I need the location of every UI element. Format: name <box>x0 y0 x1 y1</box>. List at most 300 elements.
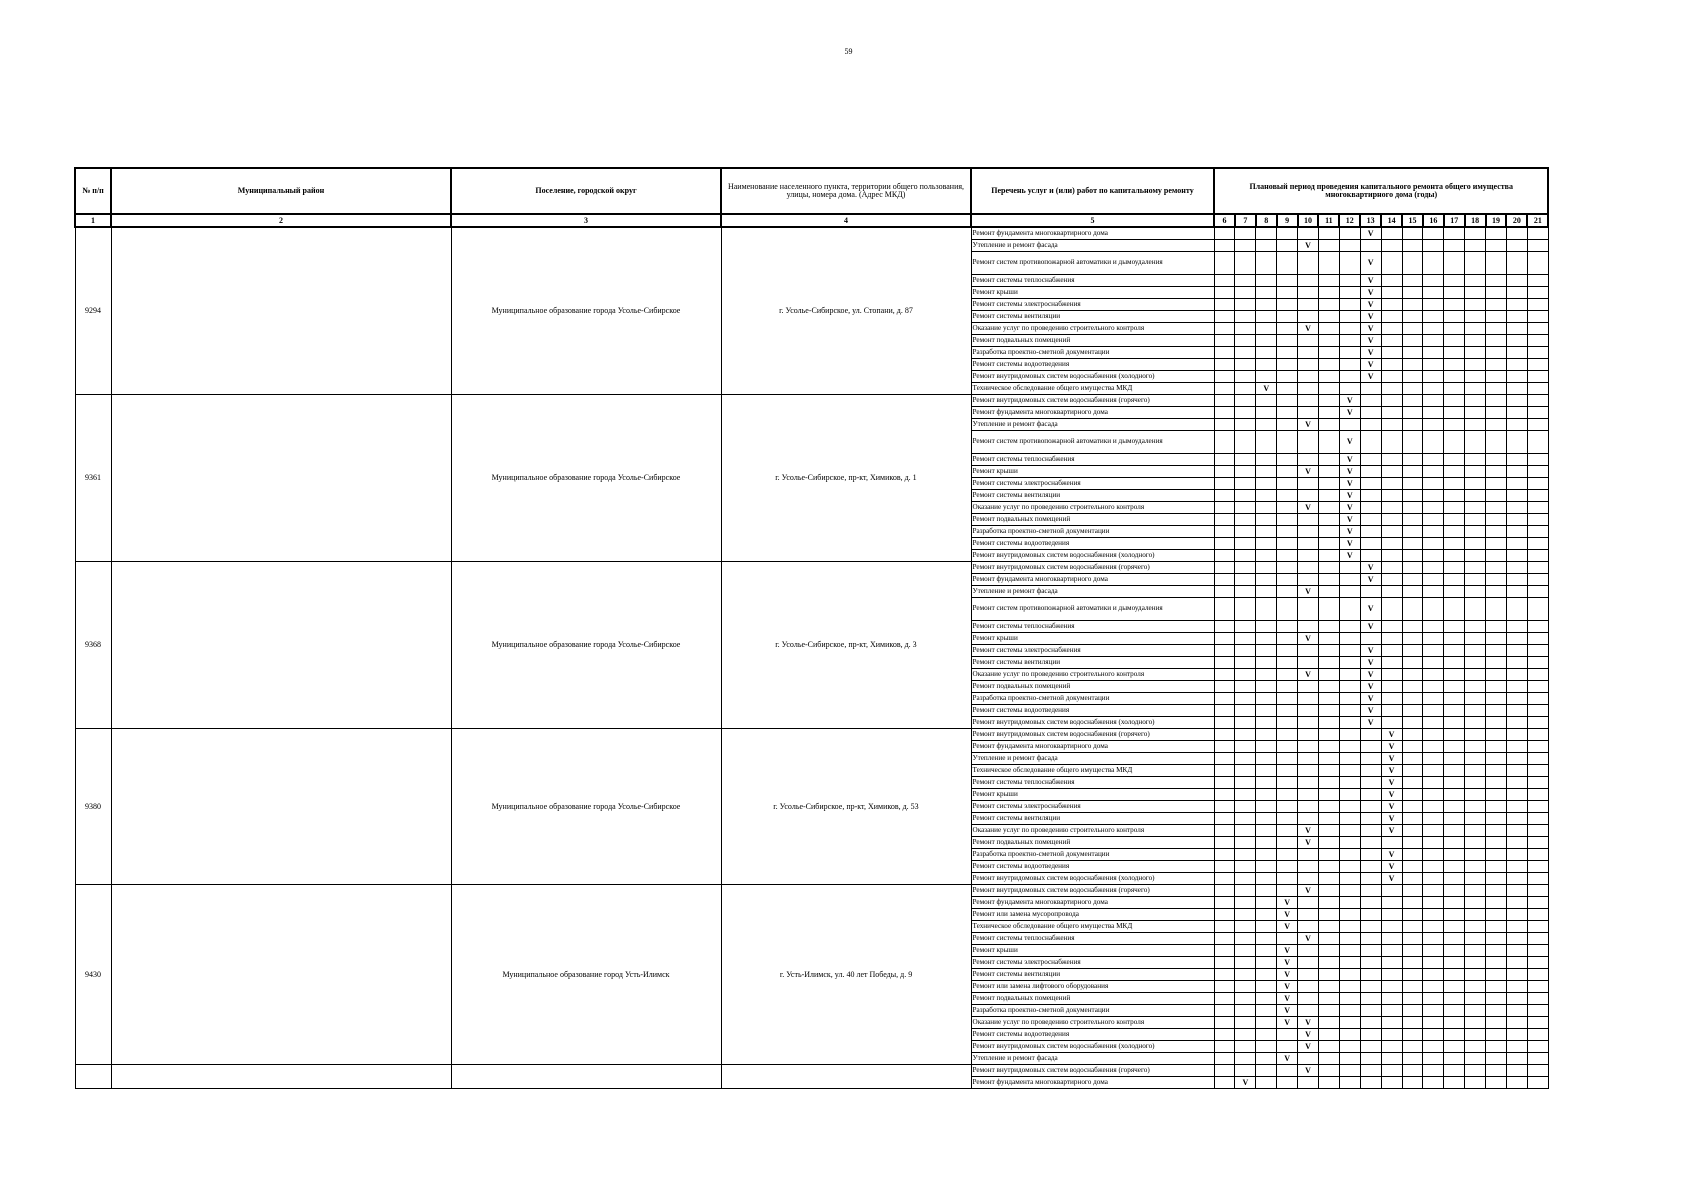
year-cell-19 <box>1486 933 1507 945</box>
year-cell-7 <box>1235 478 1256 490</box>
year-cell-7 <box>1235 885 1256 897</box>
work-item: Ремонт фундамента многоквартирного дома <box>971 227 1214 240</box>
year-cell-10: V <box>1298 669 1319 681</box>
work-item: Разработка проектно-сметной документации <box>971 526 1214 538</box>
year-cell-6 <box>1214 371 1235 383</box>
year-cell-10 <box>1298 813 1319 825</box>
year-cell-18 <box>1465 275 1486 287</box>
year-cell-7 <box>1235 586 1256 598</box>
year-cell-12 <box>1339 645 1360 657</box>
year-cell-21 <box>1527 897 1548 909</box>
year-cell-13 <box>1360 1053 1381 1065</box>
year-cell-17 <box>1444 681 1465 693</box>
year-cell-11 <box>1318 311 1339 323</box>
year-cell-21 <box>1527 633 1548 645</box>
year-cell-14 <box>1381 969 1402 981</box>
year-cell-6 <box>1214 981 1235 993</box>
year-cell-10 <box>1298 993 1319 1005</box>
work-item: Ремонт крыши <box>971 633 1214 645</box>
year-cell-13: V <box>1360 299 1381 311</box>
year-cell-18 <box>1465 323 1486 335</box>
year-cell-19 <box>1486 1029 1507 1041</box>
year-cell-21 <box>1527 717 1548 729</box>
year-cell-13: V <box>1360 275 1381 287</box>
year-cell-15 <box>1402 227 1423 240</box>
year-cell-8 <box>1256 837 1277 849</box>
year-cell-17 <box>1444 514 1465 526</box>
year-cell-7 <box>1235 275 1256 287</box>
year-cell-10 <box>1298 753 1319 765</box>
year-cell-7 <box>1235 598 1256 621</box>
year-cell-17 <box>1444 813 1465 825</box>
work-item: Разработка проектно-сметной документации <box>971 849 1214 861</box>
year-cell-13 <box>1360 419 1381 431</box>
year-cell-14 <box>1381 657 1402 669</box>
year-cell-11 <box>1318 1017 1339 1029</box>
year-cell-12 <box>1339 335 1360 347</box>
year-cell-7 <box>1235 407 1256 419</box>
year-cell-20 <box>1506 777 1527 789</box>
year-cell-18 <box>1465 657 1486 669</box>
year-cell-20 <box>1506 801 1527 813</box>
year-cell-9 <box>1277 514 1298 526</box>
year-cell-10 <box>1298 335 1319 347</box>
year-cell-17 <box>1444 633 1465 645</box>
year-cell-16 <box>1423 885 1444 897</box>
year-cell-12: V <box>1339 454 1360 466</box>
column-number: 6 <box>1214 214 1235 227</box>
year-cell-17 <box>1444 657 1465 669</box>
work-item: Оказание услуг по проведению строительного контроля <box>971 669 1214 681</box>
year-cell-16 <box>1423 466 1444 478</box>
year-cell-12 <box>1339 371 1360 383</box>
year-cell-6 <box>1214 311 1235 323</box>
year-cell-13: V <box>1360 621 1381 633</box>
year-cell-7 <box>1235 395 1256 407</box>
year-cell-16 <box>1423 777 1444 789</box>
year-cell-8 <box>1256 681 1277 693</box>
year-cell-7 <box>1235 897 1256 909</box>
year-cell-11 <box>1318 1053 1339 1065</box>
year-cell-18 <box>1465 359 1486 371</box>
district-cell <box>111 395 451 562</box>
year-cell-18 <box>1465 1065 1486 1077</box>
year-cell-12 <box>1339 861 1360 873</box>
year-cell-6 <box>1214 657 1235 669</box>
year-cell-10 <box>1298 981 1319 993</box>
year-cell-15 <box>1402 885 1423 897</box>
year-cell-12 <box>1339 299 1360 311</box>
year-cell-21 <box>1527 957 1548 969</box>
table-row <box>75 1065 1548 1077</box>
year-cell-20 <box>1506 909 1527 921</box>
year-cell-18 <box>1465 909 1486 921</box>
year-cell-11 <box>1318 873 1339 885</box>
year-cell-18 <box>1465 526 1486 538</box>
year-cell-14: V <box>1381 777 1402 789</box>
year-cell-14 <box>1381 933 1402 945</box>
year-cell-7 <box>1235 705 1256 717</box>
year-cell-13 <box>1360 885 1381 897</box>
year-cell-13: V <box>1360 227 1381 240</box>
year-cell-14 <box>1381 514 1402 526</box>
year-cell-7 <box>1235 741 1256 753</box>
year-cell-13 <box>1360 837 1381 849</box>
work-item: Ремонт системы теплоснабжения <box>971 933 1214 945</box>
year-cell-21 <box>1527 1053 1548 1065</box>
year-cell-14: V <box>1381 825 1402 837</box>
year-cell-14 <box>1381 717 1402 729</box>
year-cell-12 <box>1339 765 1360 777</box>
year-cell-8 <box>1256 861 1277 873</box>
work-item: Утепление и ремонт фасада <box>971 753 1214 765</box>
year-cell-19 <box>1486 562 1507 574</box>
year-cell-19 <box>1486 861 1507 873</box>
year-cell-14 <box>1381 921 1402 933</box>
year-cell-19 <box>1486 431 1507 454</box>
year-cell-13: V <box>1360 371 1381 383</box>
year-cell-18 <box>1465 645 1486 657</box>
year-cell-6 <box>1214 490 1235 502</box>
work-item: Ремонт системы теплоснабжения <box>971 777 1214 789</box>
work-item: Утепление и ремонт фасада <box>971 419 1214 431</box>
year-cell-7 <box>1235 1017 1256 1029</box>
year-cell-11 <box>1318 681 1339 693</box>
column-number: 16 <box>1423 214 1444 227</box>
year-cell-15 <box>1402 897 1423 909</box>
year-cell-14 <box>1381 586 1402 598</box>
year-cell-8 <box>1256 1005 1277 1017</box>
year-cell-20 <box>1506 454 1527 466</box>
year-cell-14: V <box>1381 849 1402 861</box>
year-cell-10: V <box>1298 1029 1319 1041</box>
header-settlement: Поселение, городской округ <box>451 168 721 214</box>
year-cell-10 <box>1298 645 1319 657</box>
year-cell-21 <box>1527 873 1548 885</box>
year-cell-21 <box>1527 741 1548 753</box>
year-cell-19 <box>1486 1017 1507 1029</box>
year-cell-15 <box>1402 801 1423 813</box>
row-number: 9380 <box>75 729 111 885</box>
year-cell-16 <box>1423 873 1444 885</box>
year-cell-15 <box>1402 359 1423 371</box>
year-cell-6 <box>1214 801 1235 813</box>
year-cell-11 <box>1318 299 1339 311</box>
year-cell-7 <box>1235 993 1256 1005</box>
year-cell-9 <box>1277 586 1298 598</box>
year-cell-14 <box>1381 538 1402 550</box>
year-cell-17 <box>1444 598 1465 621</box>
year-cell-13 <box>1360 825 1381 837</box>
year-cell-6 <box>1214 478 1235 490</box>
year-cell-13 <box>1360 407 1381 419</box>
work-item: Ремонт внутридомовых систем водоснабжения (горячего) <box>971 1065 1214 1077</box>
year-cell-7 <box>1235 227 1256 240</box>
year-cell-18 <box>1465 681 1486 693</box>
year-cell-17 <box>1444 502 1465 514</box>
year-cell-10 <box>1298 287 1319 299</box>
table-row <box>75 729 1548 741</box>
year-cell-10 <box>1298 957 1319 969</box>
year-cell-16 <box>1423 586 1444 598</box>
year-cell-16 <box>1423 681 1444 693</box>
year-cell-16 <box>1423 323 1444 335</box>
year-cell-20 <box>1506 957 1527 969</box>
year-cell-21 <box>1527 502 1548 514</box>
year-cell-8 <box>1256 801 1277 813</box>
year-cell-18 <box>1465 693 1486 705</box>
year-cell-13: V <box>1360 717 1381 729</box>
year-cell-13: V <box>1360 311 1381 323</box>
column-number: 4 <box>721 214 971 227</box>
year-cell-15 <box>1402 753 1423 765</box>
year-cell-12 <box>1339 323 1360 335</box>
year-cell-17 <box>1444 562 1465 574</box>
year-cell-17 <box>1444 454 1465 466</box>
work-item: Ремонт системы электроснабжения <box>971 801 1214 813</box>
work-item: Ремонт внутридомовых систем водоснабжения (холодного) <box>971 550 1214 562</box>
year-cell-9: V <box>1277 909 1298 921</box>
year-cell-16 <box>1423 933 1444 945</box>
year-cell-16 <box>1423 813 1444 825</box>
year-cell-8 <box>1256 849 1277 861</box>
year-cell-20 <box>1506 514 1527 526</box>
year-cell-10 <box>1298 717 1319 729</box>
year-cell-12: V <box>1339 466 1360 478</box>
year-cell-7 <box>1235 921 1256 933</box>
year-cell-17 <box>1444 1053 1465 1065</box>
year-cell-16 <box>1423 645 1444 657</box>
year-cell-18 <box>1465 705 1486 717</box>
year-cell-11 <box>1318 287 1339 299</box>
year-cell-10 <box>1298 909 1319 921</box>
year-cell-9 <box>1277 1065 1298 1077</box>
year-cell-14 <box>1381 1053 1402 1065</box>
year-cell-19 <box>1486 335 1507 347</box>
year-cell-13: V <box>1360 359 1381 371</box>
year-cell-20 <box>1506 359 1527 371</box>
year-cell-13 <box>1360 933 1381 945</box>
year-cell-10 <box>1298 789 1319 801</box>
year-cell-8 <box>1256 981 1277 993</box>
year-cell-14 <box>1381 681 1402 693</box>
year-cell-10 <box>1298 693 1319 705</box>
year-cell-15 <box>1402 275 1423 287</box>
year-cell-15 <box>1402 431 1423 454</box>
year-cell-12 <box>1339 753 1360 765</box>
year-cell-7 <box>1235 490 1256 502</box>
year-cell-16 <box>1423 825 1444 837</box>
year-cell-8 <box>1256 729 1277 741</box>
year-cell-14 <box>1381 323 1402 335</box>
year-cell-17 <box>1444 478 1465 490</box>
column-number: 21 <box>1527 214 1548 227</box>
year-cell-18 <box>1465 514 1486 526</box>
year-cell-9 <box>1277 419 1298 431</box>
year-cell-18 <box>1465 1017 1486 1029</box>
work-item: Ремонт внутридомовых систем водоснабжения (холодного) <box>971 873 1214 885</box>
year-cell-9 <box>1277 861 1298 873</box>
year-cell-17 <box>1444 299 1465 311</box>
year-cell-8 <box>1256 717 1277 729</box>
year-cell-20 <box>1506 621 1527 633</box>
year-cell-10 <box>1298 765 1319 777</box>
year-cell-12 <box>1339 657 1360 669</box>
year-cell-15 <box>1402 945 1423 957</box>
year-cell-12 <box>1339 669 1360 681</box>
year-cell-16 <box>1423 981 1444 993</box>
year-cell-20 <box>1506 813 1527 825</box>
year-cell-10 <box>1298 311 1319 323</box>
year-cell-12 <box>1339 1005 1360 1017</box>
year-cell-6 <box>1214 323 1235 335</box>
year-cell-16 <box>1423 478 1444 490</box>
year-cell-10 <box>1298 454 1319 466</box>
year-cell-11 <box>1318 885 1339 897</box>
year-cell-8 <box>1256 825 1277 837</box>
work-item: Ремонт системы водоотведения <box>971 861 1214 873</box>
year-cell-8 <box>1256 1065 1277 1077</box>
year-cell-6 <box>1214 431 1235 454</box>
year-cell-9 <box>1277 395 1298 407</box>
year-cell-11 <box>1318 574 1339 586</box>
year-cell-21 <box>1527 275 1548 287</box>
year-cell-8 <box>1256 957 1277 969</box>
year-cell-15 <box>1402 705 1423 717</box>
year-cell-13 <box>1360 813 1381 825</box>
year-cell-7 <box>1235 909 1256 921</box>
work-item: Ремонт системы электроснабжения <box>971 645 1214 657</box>
year-cell-9 <box>1277 299 1298 311</box>
column-number: 11 <box>1318 214 1339 227</box>
year-cell-12 <box>1339 921 1360 933</box>
year-cell-16 <box>1423 395 1444 407</box>
year-cell-14 <box>1381 981 1402 993</box>
year-cell-17 <box>1444 395 1465 407</box>
year-cell-14 <box>1381 395 1402 407</box>
year-cell-15 <box>1402 252 1423 275</box>
work-item: Ремонт фундамента многоквартирного дома <box>971 897 1214 909</box>
year-cell-6 <box>1214 897 1235 909</box>
year-cell-6 <box>1214 502 1235 514</box>
year-cell-14 <box>1381 1017 1402 1029</box>
year-cell-10 <box>1298 395 1319 407</box>
year-cell-12 <box>1339 981 1360 993</box>
year-cell-16 <box>1423 574 1444 586</box>
year-cell-7 <box>1235 431 1256 454</box>
work-item: Ремонт систем противопожарной автоматики и дымоудаления <box>971 598 1214 621</box>
year-cell-16 <box>1423 945 1444 957</box>
year-cell-17 <box>1444 621 1465 633</box>
year-cell-7 <box>1235 240 1256 252</box>
year-cell-13 <box>1360 789 1381 801</box>
year-cell-13 <box>1360 466 1381 478</box>
year-cell-9: V <box>1277 897 1298 909</box>
year-cell-21 <box>1527 454 1548 466</box>
year-cell-10 <box>1298 431 1319 454</box>
year-cell-6 <box>1214 993 1235 1005</box>
year-cell-11 <box>1318 945 1339 957</box>
year-cell-13 <box>1360 431 1381 454</box>
year-cell-9 <box>1277 538 1298 550</box>
year-cell-8 <box>1256 873 1277 885</box>
year-cell-19 <box>1486 407 1507 419</box>
year-cell-12 <box>1339 1029 1360 1041</box>
year-cell-21 <box>1527 383 1548 395</box>
year-cell-19 <box>1486 359 1507 371</box>
year-cell-14 <box>1381 957 1402 969</box>
year-cell-19 <box>1486 227 1507 240</box>
year-cell-11 <box>1318 598 1339 621</box>
year-cell-7 <box>1235 873 1256 885</box>
year-cell-15 <box>1402 669 1423 681</box>
year-cell-21 <box>1527 621 1548 633</box>
year-cell-13 <box>1360 753 1381 765</box>
year-cell-8 <box>1256 323 1277 335</box>
year-cell-20 <box>1506 275 1527 287</box>
row-number: 9294 <box>75 227 111 395</box>
year-cell-16 <box>1423 526 1444 538</box>
year-cell-19 <box>1486 526 1507 538</box>
table-row <box>75 395 1548 407</box>
year-cell-19 <box>1486 287 1507 299</box>
year-cell-19 <box>1486 813 1507 825</box>
year-cell-8 <box>1256 1041 1277 1053</box>
year-cell-16 <box>1423 347 1444 359</box>
year-cell-16 <box>1423 837 1444 849</box>
year-cell-10 <box>1298 969 1319 981</box>
year-cell-11 <box>1318 1029 1339 1041</box>
year-cell-19 <box>1486 621 1507 633</box>
year-cell-6 <box>1214 909 1235 921</box>
year-cell-8 <box>1256 621 1277 633</box>
year-cell-20 <box>1506 1053 1527 1065</box>
year-cell-13 <box>1360 969 1381 981</box>
year-cell-7 <box>1235 981 1256 993</box>
year-cell-19 <box>1486 1005 1507 1017</box>
year-cell-7 <box>1235 669 1256 681</box>
year-cell-6 <box>1214 885 1235 897</box>
year-cell-18 <box>1465 981 1486 993</box>
year-cell-11 <box>1318 957 1339 969</box>
year-cell-10 <box>1298 538 1319 550</box>
year-cell-20 <box>1506 753 1527 765</box>
year-cell-12 <box>1339 347 1360 359</box>
column-number: 13 <box>1360 214 1381 227</box>
year-cell-11 <box>1318 275 1339 287</box>
year-cell-13 <box>1360 993 1381 1005</box>
year-cell-19 <box>1486 478 1507 490</box>
year-cell-16 <box>1423 371 1444 383</box>
column-number: 5 <box>971 214 1214 227</box>
year-cell-14: V <box>1381 741 1402 753</box>
year-cell-15 <box>1402 240 1423 252</box>
year-cell-18 <box>1465 801 1486 813</box>
work-item: Ремонт системы электроснабжения <box>971 299 1214 311</box>
year-cell-19 <box>1486 837 1507 849</box>
year-cell-13 <box>1360 1077 1381 1089</box>
year-cell-7 <box>1235 1005 1256 1017</box>
work-item: Ремонт системы вентиляции <box>971 311 1214 323</box>
year-cell-10 <box>1298 275 1319 287</box>
year-cell-21 <box>1527 347 1548 359</box>
year-cell-12: V <box>1339 490 1360 502</box>
work-item: Ремонт системы теплоснабжения <box>971 454 1214 466</box>
year-cell-14 <box>1381 1029 1402 1041</box>
year-cell-18 <box>1465 813 1486 825</box>
year-cell-10 <box>1298 621 1319 633</box>
year-cell-12 <box>1339 897 1360 909</box>
